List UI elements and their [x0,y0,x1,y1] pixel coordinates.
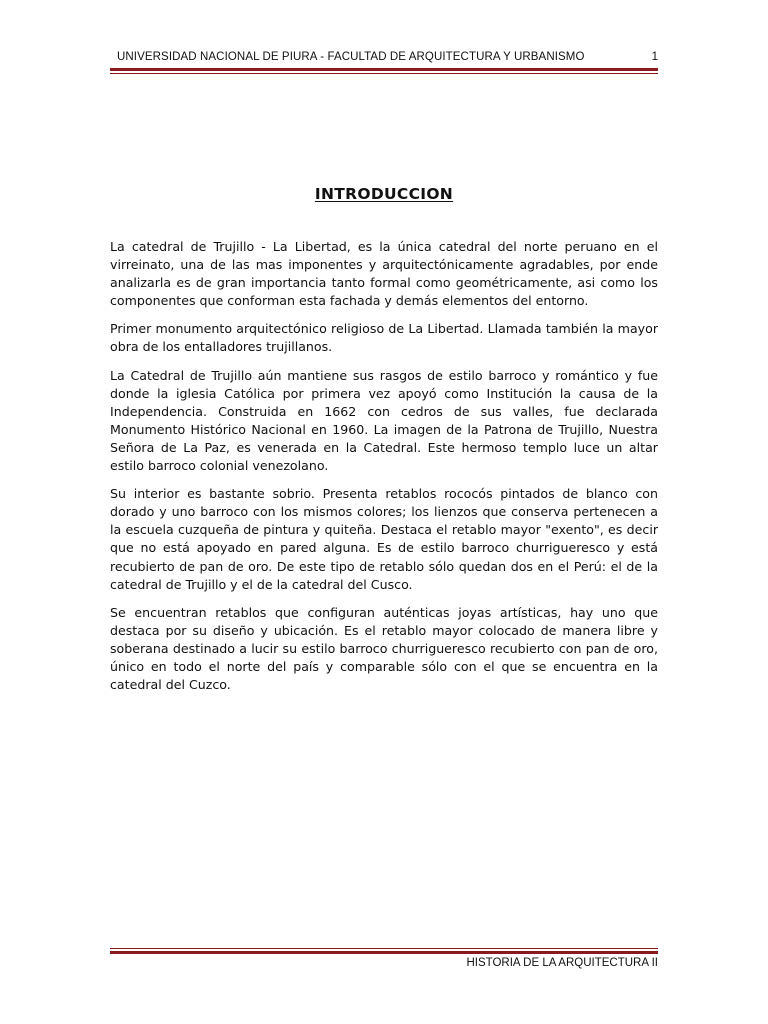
footer-rule-thin [110,948,658,949]
paragraph-3: La Catedral de Trujillo aún mantiene sus rasgos de estilo barroco y romántico y fue donde la iglesia Católica por primera vez apoyó como Institución la causa de la Independencia. Construida en 1662 con cedros de sus valles, fue declarada Monumento Histórico Nacional en 1960. La imagen de la Patrona de Trujillo, Nuestra Señora de La Paz, es venerada en la Catedral. Este hermoso templo luce un altar estilo barroco colonial venezolano. [110,367,658,474]
header-title: UNIVERSIDAD NACIONAL DE PIURA - FACULTAD DE ARQUITECTURA Y URBANISMO [117,51,585,63]
paragraph-1: La catedral de Trujillo - La Libertad, es la única catedral del norte peruano en el virreinato, una de las mas imponentes y arquitectónicamente agradables, por ende analizarla es de gran importancia tanto formal como geométricamente, asi como los componentes que conforman esta fachada y demás elementos del entorno. [110,239,658,309]
paragraph-4: Su interior es bastante sobrio. Presenta retablos rococós pintados de blanco con dorado y uno barroco con los mismos colores; los lienzos que conserva pertenecen a la escuela cuzqueña de pintura y quiteña. Destaca el retablo mayor "exento", es decir que no está apoyado en pared alguna. Es de estilo barroco churrigueresco y está recubierto de pan de oro. De este tipo de retablo sólo quedan dos en el Perú: el de la catedral de Trujillo y el de la catedral del Cusco. [110,486,658,592]
page-footer [110,957,658,973]
footer-title: HISTORIA DE LA ARQUITECTURA II [466,957,658,969]
document-body [110,238,658,704]
header-rule-thin [110,73,658,74]
page-number: 1 [651,51,658,63]
header-rule-thick [110,68,658,71]
footer-rule-thick [110,951,658,954]
page-header [110,51,658,67]
document-title [110,185,658,203]
document-title-text: INTRODUCCION [314,185,454,204]
paragraph-2: Primer monumento arquitectónico religioso de La Libertad. Llamada también la mayor obra de los entalladores trujillanos. [110,321,658,355]
paragraph-5: Se encuentran retablos que configuran auténticas joyas artísticas, hay uno que destaca por su diseño y ubicación. Es el retablo mayor colocado de manera libre y soberana destinado a lucir su estilo barroco churrigueresco recubierto con pan de oro, único en todo el norte del país y comparable sólo con el que se encuentra en la catedral del Cuzco. [110,604,658,693]
